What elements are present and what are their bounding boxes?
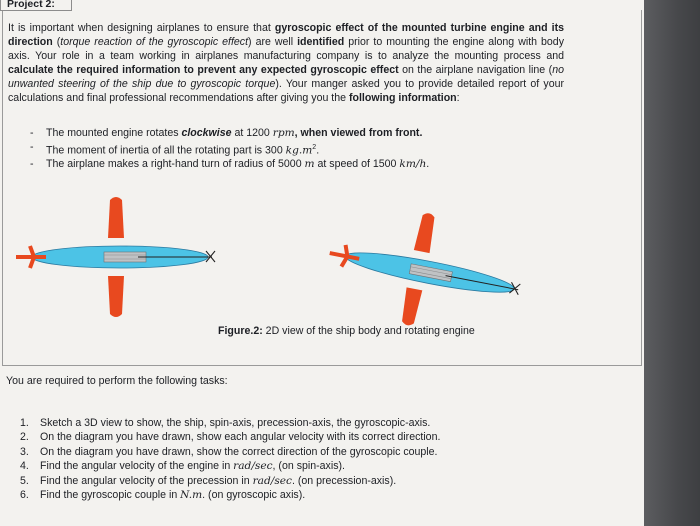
intro-bold: calculate the required information to prevent any expected gyroscopic effect xyxy=(8,63,399,76)
unit-radsec: rad/sec xyxy=(252,474,292,487)
task-item xyxy=(20,459,440,473)
desk-background xyxy=(644,0,700,526)
task-item xyxy=(20,430,440,444)
intro-italic: torque reaction of the gyroscopic effect xyxy=(60,35,249,48)
bullet-dash: - xyxy=(30,127,34,139)
intro-paragraph xyxy=(8,22,564,105)
info-text: The mounted engine rotates xyxy=(46,127,182,139)
info-bold: clockwise xyxy=(181,127,232,139)
task-number: 5. xyxy=(20,474,29,487)
caption-label: Figure.2: xyxy=(218,325,263,337)
task-item xyxy=(20,488,440,502)
intro-bold: gyroscopic effect of the mounted turbine engine and its direction xyxy=(8,22,565,48)
task-number: 6. xyxy=(20,489,29,502)
info-item xyxy=(30,158,429,172)
unit-radsec: rad/sec xyxy=(233,460,273,473)
info-text: . xyxy=(426,158,430,171)
task-number: 3. xyxy=(20,445,29,458)
tail xyxy=(16,246,46,268)
task-text: On the diagram you have drawn, show each angular velocity with its correct direction. xyxy=(40,431,441,444)
tasks-intro: You are required to perform the following tasks: xyxy=(6,375,228,387)
info-text: . xyxy=(316,144,320,157)
task-text: Find the angular velocity of the engine in xyxy=(40,460,234,473)
task-number: 1. xyxy=(20,417,29,429)
task-text: Sketch a 3D view to show, the ship, spin-axis, precession-axis, the gyroscopic-axis. xyxy=(40,417,431,429)
upper-wing xyxy=(108,197,124,238)
unit-rpm: rpm xyxy=(272,127,295,139)
task-text: Find the angular velocity of the precession in xyxy=(40,474,253,487)
intro-text: prior to mounting the engine along with body axis. Your role in a team working in airplanes manufacturing company is to analyze the mounting process and xyxy=(8,35,564,62)
task-text: . (on precession-axis). xyxy=(291,474,397,487)
intro-text: ). Your manger asked you to provide detailed report of your calculations and final professional recommendations after giving you the xyxy=(8,77,565,104)
intro-text: ( xyxy=(52,35,61,48)
task-number: 2. xyxy=(20,431,29,444)
bullet-dash: - xyxy=(30,140,34,153)
intro-text: ) are well xyxy=(248,35,298,48)
task-text: On the diagram you have drawn, show the correct direction of the gyroscopic couple. xyxy=(40,445,438,458)
bullet-dash: - xyxy=(30,158,34,171)
intro-text: : xyxy=(456,91,460,104)
info-bold: , when viewed from front. xyxy=(294,127,423,139)
info-item xyxy=(30,141,429,158)
info-text: The moment of inertia of all the rotating part is 300 xyxy=(46,144,286,157)
task-list xyxy=(20,416,440,502)
intro-bold: following information xyxy=(348,91,457,104)
unit-m: m xyxy=(304,158,315,171)
task-text: . (on gyroscopic axis). xyxy=(202,489,306,502)
intro-bold: identified xyxy=(297,35,345,48)
intro-text: on the airplane navigation line ( xyxy=(398,63,553,76)
intro-italic: no unwanted steering of the ship due to gyroscopic torque xyxy=(8,63,564,90)
unit-kgm: kg.m xyxy=(285,144,313,157)
task-item xyxy=(20,416,440,430)
task-text: Find the gyroscopic couple in xyxy=(40,489,181,502)
info-text: at speed of 1500 xyxy=(314,158,400,171)
intro-text: It is important when designing airplanes to ensure that xyxy=(8,22,275,34)
info-text: at 1200 xyxy=(231,127,273,139)
ship-level xyxy=(16,197,215,317)
ship-turning xyxy=(319,196,530,326)
caption-text: 2D view of the ship body and rotating engine xyxy=(262,325,475,337)
task-text: , (on spin-axis). xyxy=(272,460,345,473)
given-information-list xyxy=(30,127,429,172)
lower-wing xyxy=(108,276,124,317)
info-item xyxy=(30,127,429,141)
lower-wing xyxy=(400,287,423,326)
unit-sup: 2 xyxy=(312,143,317,151)
task-number: 4. xyxy=(20,460,29,473)
project-title: Project 2: xyxy=(0,0,72,11)
unit-kmh: km/h xyxy=(399,158,427,171)
figure-caption xyxy=(218,325,475,337)
upper-wing xyxy=(414,212,437,253)
ship-diagram xyxy=(12,196,532,326)
info-text: The airplane makes a right-hand turn of radius of 5000 xyxy=(46,158,305,171)
unit-nm: N.m xyxy=(180,489,203,502)
task-item xyxy=(20,474,440,488)
task-item xyxy=(20,445,440,459)
